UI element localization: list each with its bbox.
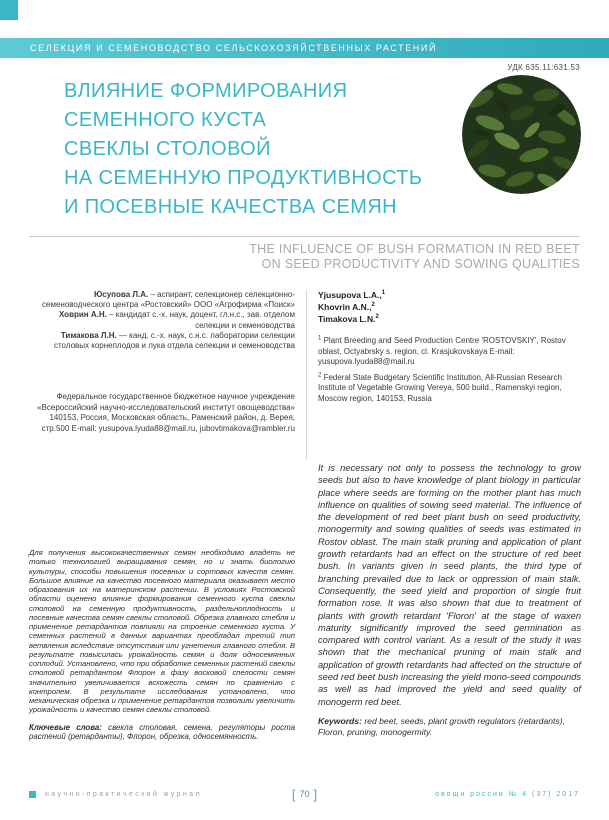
- page-footer: [29, 787, 580, 801]
- author-ru-1-name: Юсупова Л.А.: [94, 290, 149, 299]
- article-title-line-2: СЕМЕННОГО КУСТА: [64, 109, 267, 131]
- page-bracket-right: ]: [313, 786, 318, 802]
- author-ru-2: [29, 310, 295, 330]
- article-title-ru: [64, 77, 422, 222]
- abstract-en-column: [318, 462, 581, 737]
- author-en-2-sup: 2: [371, 302, 375, 309]
- author-en-3-name: Timakova L.N.: [318, 314, 376, 324]
- affiliations-en-block: [318, 336, 580, 409]
- author-en-3-sup: 2: [375, 314, 379, 321]
- author-en-1-name: Yjusupova L.A.,: [318, 290, 382, 300]
- author-ru-2-name: Ховрин А.Н.: [58, 310, 107, 320]
- divider-line: [29, 236, 580, 237]
- article-title-en-line-2: ON SEED PRODUCTIVITY AND SOWING QUALITIES: [261, 257, 580, 271]
- corner-accent-square: [0, 0, 18, 20]
- authors-ru-block: [29, 290, 295, 351]
- page-number-block: [292, 787, 317, 802]
- article-title-en: [249, 242, 580, 272]
- abstract-ru-column: [29, 548, 295, 742]
- section-banner-text: СЕЛЕКЦИЯ И СЕМЕНОВОДСТВО СЕЛЬСКОХОЗЯЙСТВЕННЫХ РАСТЕНИЙ: [30, 43, 438, 53]
- author-en-2-name: Khovrin A.N.,: [318, 302, 372, 312]
- author-en-1-sup: 1: [381, 290, 386, 297]
- article-title-line-4: НА СЕМЕННУЮ ПРОДУКТИВНОСТЬ: [64, 167, 423, 189]
- keywords-ru: [29, 723, 295, 742]
- author-ru-1: [29, 290, 295, 310]
- affiliation-ru: Федеральное государственное бюджетное научное учреждение «Всероссийский научно-исследовательский институт овощеводства» 140153, Россия, Московская область, Раменский район, д. Верея, стр.500 E-mail: yusupova.lyuda88@mail.ru, jubovtimakova@rambler.ru: [37, 392, 295, 433]
- article-title-line-5: И ПОСЕВНЫЕ КАЧЕСТВА СЕМЯН: [64, 196, 398, 218]
- beet-plants-photo: [462, 75, 581, 194]
- author-en-1: [318, 289, 385, 301]
- author-ru-3-desc: — канд. с.-х. наук, с.н.с. лаборатории селекции столовых корнеплодов и лука отдела селекции и семеноводства: [53, 330, 295, 351]
- affiliation-en-2-sup: 2: [318, 371, 322, 378]
- affiliation-en-2: [318, 373, 580, 405]
- issue-label: овощи россии № 4 (37) 2017: [435, 790, 580, 798]
- column-divider: [306, 290, 307, 460]
- author-ru-2-desc: – кандидат с.-х. наук, доцент, гл.н.с., зав. отделом селекции и семеноводства: [106, 310, 295, 330]
- author-ru-1-desc: – аспирант, селекционер селекционно-семеноводческого центра «Ростовский» ООО «Агрофирма «Поиск»: [42, 290, 295, 310]
- author-en-3: [318, 313, 385, 325]
- article-title-line-1: ВЛИЯНИЕ ФОРМИРОВАНИЯ: [64, 80, 348, 102]
- abstract-en: It is necessary not only to possess the technology to grow seeds but also to have knowledge of plant biology in particular place where seeds are forming on the mother plant has much influence on qualities of sowing seed material. The influence of the development of red beet plant bush on seed productivity, monogermity and sowing qualities of seeds was estimated in Rostov oblast. The main stalk pruning and application of plant growth retardants had an effect on the structure of red beet bush. In variants given in seed plants, the third type of branching prevailed due to lack or oppression of main stalk. Consequently, the seed yield and proportion of single fruit formation rose. It was also shown that due to treatment of plants with growth retardant 'Floron' at the stage of waxen maturity significantly improved the seed germination as compared with control variant. As a result of the study it was shown that the mechanical pruning of main stalk and application of growth retardants had affected on the structure of seed red beet bush increasing the yield mono-seed compounds as well as had improved the yield and seed quality of monogerm red beet.: [318, 463, 581, 707]
- journal-name: научно-практический журнал: [45, 790, 202, 798]
- affiliation-en-1: [318, 336, 580, 368]
- section-banner: [0, 38, 609, 58]
- article-title-line-3: СВЕКЛЫ СТОЛОВОЙ: [64, 138, 271, 160]
- keywords-en: [318, 716, 581, 737]
- affiliation-en-2-text: Federal State Budgetary Scientific Institution, All-Russian Research Institute of Vegetable Growing Vereya, 500 build., Ramenskyi region, Moscow region, 140153, Russia: [318, 372, 562, 403]
- udk-code: УДК 635.11:631.53: [507, 63, 580, 72]
- beet-plants-photo-svg: [462, 75, 581, 194]
- author-en-2: [318, 301, 385, 313]
- affiliation-en-1-sup: 1: [318, 335, 322, 342]
- keywords-ru-text: свекла столовая, семена, регуляторы роста растений (ретарданты), Флорон, обрезка, односемянность.: [29, 722, 295, 742]
- page-number: 70: [299, 789, 310, 799]
- article-title-en-line-1: THE INFLUENCE OF BUSH FORMATION IN RED BEET: [249, 242, 580, 256]
- author-ru-3: [29, 331, 295, 351]
- keywords-en-text: red beet, seeds, plant growth regulators (retardants), Floron, pruning, monogermity.: [318, 715, 565, 737]
- author-ru-3-name: Тимакова Л.Н.: [60, 330, 117, 340]
- keywords-ru-label: Ключевые слова:: [29, 722, 102, 732]
- footer-accent-square: [29, 791, 36, 798]
- abstract-ru: Для получения высококачественных семян необходимо владеть не только технологией выращивания семян, но и знать биологию культуры, способы повышения посевных и сортовых качеств семян. Большое влияние на качество посевного материала оказывает место образования их на материнском растении. В условиях Ростовской области оценено влияние формирования семенного куста свеклы столовой на семенную продуктивность, раздельноплодность и посевные качества семян свеклы столовой. Обрезка главного стебля и применение ретардантов повлияли на строение семенного куста. У семенных растений в данных вариантах преобладал третий тип ветвления вследствие отсутствия или угнетения главного стебля. В результате повысилась урожайность семян и доля односемянных соплодий. Установлено, что при обработке семенных растений свеклы столовой ретардантом Флорон в фазу восковой спелости семян значительно увеличивается всхожесть семян по сравнению с контролем. В результате исследования установлено, что механическая обрезка и применение ретардантов позволили увеличить урожайность и качество семян свеклы столовой.: [29, 548, 295, 715]
- keywords-en-label: Keywords:: [318, 715, 362, 726]
- authors-en-block: [318, 289, 385, 325]
- page-bracket-left: [: [291, 786, 296, 802]
- affiliation-en-1-text: Plant Breeding and Seed Production Centre 'ROSTOVSKIY', Rostov oblast, Octyabrsky s. region, cl. Krasjukovskaya E-mail: yusupova.lyuda88@mail.ru: [318, 336, 566, 366]
